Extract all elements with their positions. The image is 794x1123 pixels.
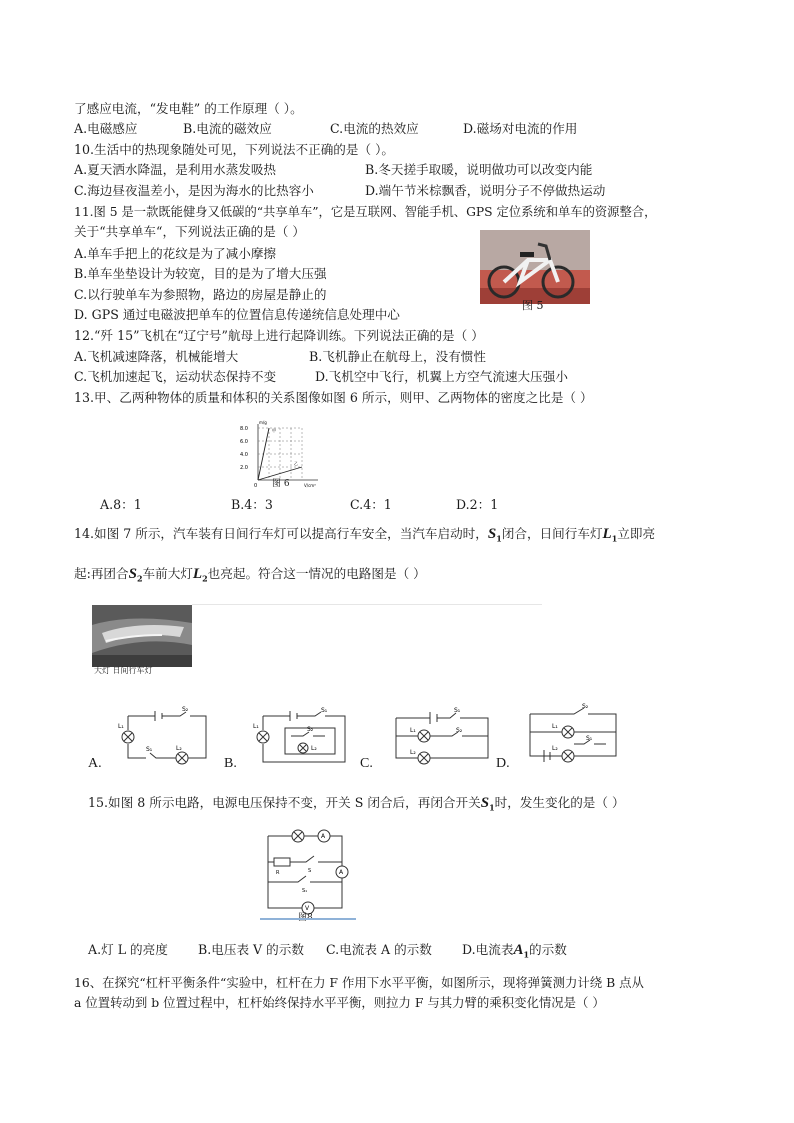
q15-switch-s1-sub: 1: [489, 802, 495, 813]
q10-option-a[interactable]: A.夏天洒水降温，是利用水蒸发吸热: [74, 162, 277, 177]
svg-text:2.0: 2.0: [240, 465, 248, 471]
q14-switch-s2: S: [128, 566, 137, 582]
q10-stem: 10.生活中的热现象随处可见，下列说法不正确的是（ ）。: [74, 142, 394, 157]
q16-line1: 16、在探究“杠杆平衡条件“实验中，杠杆在力 F 作用下水平平衡，如图所示，现将弹簧测力计绕 B 点从: [74, 975, 644, 990]
q9-stem-tail: 了感应电流，“发电鞋” 的工作原理（ ）。: [74, 101, 303, 116]
q13-option-a[interactable]: A.8：1: [100, 497, 142, 512]
q9-option-b[interactable]: B.电流的磁效应: [183, 121, 272, 136]
q11-option-c[interactable]: C.以行驶单车为参照物，路边的房屋是静止的: [74, 287, 327, 302]
figure-6-label: 图 6: [272, 479, 290, 489]
q15-option-b[interactable]: B.电压表 V 的示数: [198, 942, 304, 957]
circuit-c[interactable]: [392, 706, 492, 766]
circuit-d-diagram: [526, 702, 626, 764]
q11-option-a[interactable]: A.单车手把上的花纹是为了减小摩擦: [74, 246, 277, 261]
circuit-c-label: C.: [360, 756, 373, 771]
q14-lamp-l2: L: [192, 566, 203, 582]
svg-text:S₂: S₂: [456, 727, 463, 734]
q13-option-d[interactable]: D.2：1: [456, 497, 499, 512]
q14-stem-part3: 立即亮: [617, 526, 656, 541]
svg-text:乙: 乙: [294, 461, 298, 466]
q15-ammeter-a1: A: [513, 942, 524, 958]
q12-option-b[interactable]: B.飞机静止在航母上，没有惯性: [309, 349, 486, 364]
figure-6-graph: [238, 420, 324, 492]
figure-5-label: 图 5: [522, 299, 544, 312]
q12-option-d[interactable]: D.飞机空中飞行，机翼上方空气流速大压强小: [315, 369, 568, 384]
figure-8-underline: [260, 918, 356, 920]
q11-option-d[interactable]: D. GPS 通过电磁波把单车的位置信息传递统信息处理中心: [74, 307, 400, 322]
svg-text:S₁: S₁: [586, 735, 593, 742]
circuit-c-diagram: [392, 706, 492, 766]
q14-stem-part2: 闭合，日间行车灯: [501, 526, 603, 541]
svg-text:S: S: [308, 868, 312, 874]
bike-photo: [480, 230, 590, 316]
svg-text:8.0: 8.0: [240, 426, 248, 432]
q13-stem: 13.甲、乙两种物体的质量和体积的关系图像如图 6 所示，则甲、乙两物体的密度之比是（ ）: [74, 390, 593, 405]
q15-option-d-part2: 的示数: [529, 942, 567, 957]
figure-8-diagram: [258, 822, 358, 916]
svg-text:甲: 甲: [272, 428, 276, 433]
q14-switch-s1: S: [487, 526, 497, 542]
q14-stem-part4: 起:再团合: [74, 566, 129, 581]
q9-option-c[interactable]: C.电流的热效应: [330, 121, 419, 136]
q15-stem-part2: 时，发生变化的是（ ）: [494, 795, 625, 810]
svg-text:L₁: L₁: [410, 727, 416, 734]
q11-stem-line2: 关于“共享单车“，下列说法正确的是（ ）: [74, 224, 305, 239]
q12-option-c[interactable]: C.飞机加速起飞，运动状态保持不变: [74, 369, 277, 384]
circuit-a-diagram: [110, 706, 210, 766]
circuit-b[interactable]: [245, 706, 353, 768]
svg-text:V: V: [305, 905, 310, 912]
svg-text:R: R: [276, 870, 280, 876]
q15-option-d[interactable]: [462, 942, 567, 963]
svg-text:L₁: L₁: [118, 723, 124, 730]
svg-text:S₁: S₁: [321, 707, 328, 714]
car-photo-image: [92, 605, 192, 667]
q9-option-a[interactable]: A.电磁感应: [74, 121, 138, 136]
svg-text:L₁: L₁: [253, 723, 259, 730]
q15-ammeter-a1-sub: 1: [523, 949, 530, 960]
q14-switch-s2-sub: 2: [136, 573, 143, 584]
svg-text:L₂: L₂: [176, 745, 182, 752]
svg-text:A: A: [321, 833, 326, 840]
figure-8-circuit: [258, 822, 358, 926]
circuit-b-diagram: [245, 706, 353, 768]
circuit-a[interactable]: [110, 706, 210, 766]
q9-option-d[interactable]: D.磁场对电流的作用: [463, 121, 578, 136]
car-photo-caption: 大灯 日间行车灯: [94, 666, 153, 675]
q14-lamp-l1: L: [602, 526, 612, 542]
circuit-d-label: D.: [496, 756, 510, 771]
q10-option-d[interactable]: D.端午节米棕飘香，说明分子不停做热运动: [365, 183, 606, 198]
figure-7-divider: [192, 604, 542, 605]
svg-text:L₂: L₂: [311, 745, 317, 752]
svg-text:S₁: S₁: [302, 888, 308, 894]
q15-stem-part1: 15.如图 8 所示电路，电源电压保持不变，开关 S 闭合后，再闭合开关: [88, 795, 481, 810]
q14-lamp-l1-sub: 1: [611, 533, 618, 544]
q13-option-b[interactable]: B.4：3: [231, 497, 273, 512]
q14-stem-part6: 也亮起。符合这一情况的电路图是（ ）: [207, 566, 426, 581]
q12-option-a[interactable]: A.飞机减速降落，机械能增大: [74, 349, 239, 364]
q14-stem-line1: [74, 526, 655, 547]
circuit-d[interactable]: [526, 702, 626, 764]
q12-stem: 12.“歼 15”飞机在“辽宁号”航母上进行起降训练。下列说法正确的是（ ）: [74, 328, 484, 343]
svg-text:m/g: m/g: [259, 420, 267, 425]
svg-text:A: A: [339, 869, 344, 876]
q14-stem-part1: 14.如图 7 所示，汽车装有日间行车灯可以提高行车安全，当汽车启动时，: [74, 526, 488, 541]
svg-text:0: 0: [254, 483, 258, 489]
q15-stem: [88, 795, 625, 816]
q15-switch-s1: S: [480, 795, 490, 811]
svg-text:S₁: S₁: [146, 746, 153, 753]
q11-stem-line1: 11.图 5 是一款既能健身又低碳的“共享单车”，它是互联网、智能手机、GPS 定位系统和单车的资源整合，: [74, 205, 657, 219]
q16-line2: a 位置转动到 b 位置过程中，杠杆始终保持水平平衡，则拉力 F 与其力臂的乘积变化情况是（ ）: [74, 995, 605, 1010]
q10-option-c[interactable]: C.海边昼夜温差小，是因为海水的比热容小: [74, 183, 314, 198]
q13-option-c[interactable]: C.4：1: [350, 497, 392, 512]
q15-option-d-part1: D.电流表: [462, 942, 514, 957]
svg-text:6.0: 6.0: [240, 439, 248, 445]
car-photo: [92, 605, 192, 681]
circuit-a-label: A.: [88, 756, 102, 771]
svg-text:S₂: S₂: [182, 706, 189, 713]
svg-text:L₂: L₂: [552, 745, 558, 752]
q15-option-a[interactable]: A.灯 L 的亮度: [88, 942, 168, 957]
svg-text:L₁: L₁: [552, 723, 558, 730]
q14-switch-s1-sub: 1: [496, 533, 502, 544]
q11-option-b[interactable]: B.单车坐垫设计为较宽，目的是为了增大压强: [74, 266, 327, 281]
svg-text:V/cm³: V/cm³: [304, 483, 316, 488]
svg-text:L₂: L₂: [410, 749, 416, 756]
svg-text:4.0: 4.0: [240, 452, 248, 458]
q14-stem-line2: [74, 566, 426, 587]
circuit-b-label: B.: [224, 756, 237, 771]
q14-stem-part5: 车前大灯: [142, 566, 193, 581]
q14-lamp-l2-sub: 2: [202, 573, 208, 584]
q10-option-b[interactable]: B.冬天搓手取暖，说明做功可以改变内能: [365, 162, 593, 177]
svg-text:S₂: S₂: [307, 726, 314, 733]
q15-option-c[interactable]: C.电流表 A 的示数: [326, 942, 432, 957]
svg-text:S₂: S₂: [582, 703, 589, 710]
svg-text:S₁: S₁: [454, 707, 461, 714]
